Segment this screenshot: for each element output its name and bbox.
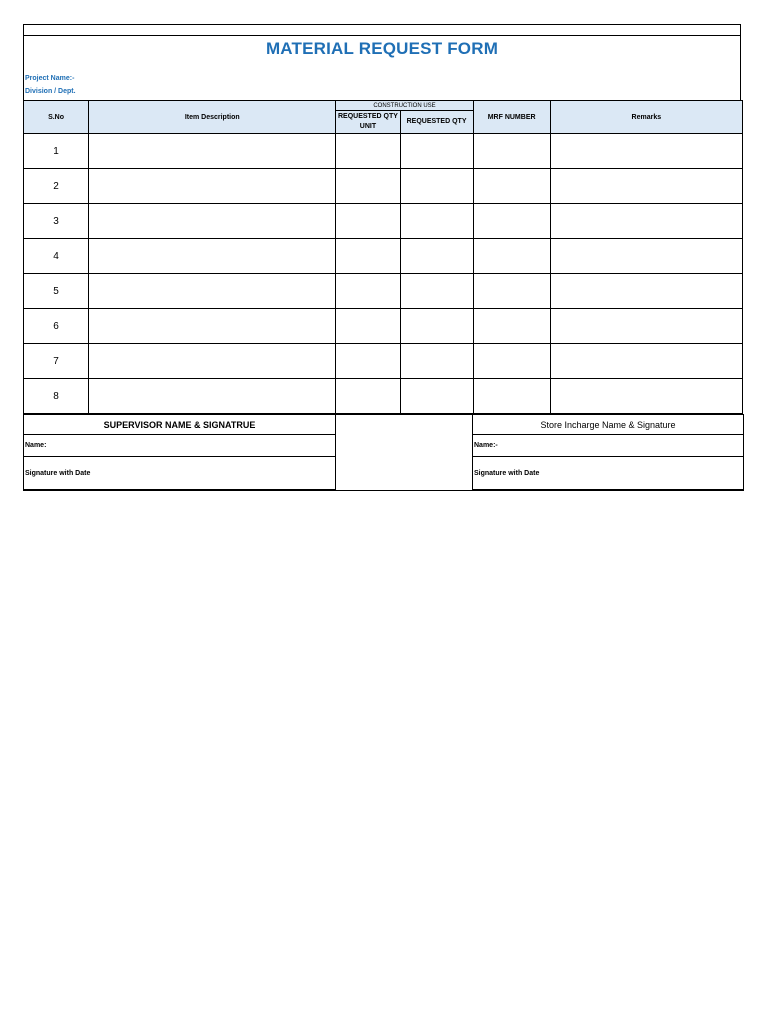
item-description-cell[interactable] [89, 169, 336, 204]
division-label: Division / Dept. [25, 88, 76, 95]
mrf-number-cell[interactable] [473, 239, 550, 274]
form-title: MATERIAL REQUEST FORM [265, 39, 499, 58]
table-row [24, 204, 743, 239]
table-row [24, 274, 743, 309]
table-row [24, 134, 743, 169]
req-qty-cell[interactable] [400, 344, 473, 379]
item-description-cell[interactable] [89, 239, 336, 274]
item-description-cell[interactable] [89, 204, 336, 239]
supervisor-name-label: Name: [25, 442, 47, 449]
item-description-cell[interactable] [89, 344, 336, 379]
row-sno: 5 [24, 274, 89, 309]
item-description-cell[interactable] [89, 134, 336, 169]
row-sno: 1 [24, 134, 89, 169]
col-group-construction-use: CONSTRUCTION USE [336, 101, 473, 111]
row-sno: 6 [24, 309, 89, 344]
remarks-cell[interactable] [550, 344, 742, 379]
req-qty-unit-cell[interactable] [336, 239, 400, 274]
req-qty-cell[interactable] [400, 379, 473, 414]
signature-section [23, 414, 744, 491]
mrf-number-cell[interactable] [473, 379, 550, 414]
mrf-number-cell[interactable] [473, 344, 550, 379]
project-name-label: Project Name:- [25, 75, 75, 82]
signature-center-blank [336, 415, 473, 491]
col-header-mrf: MRF NUMBER [473, 101, 550, 134]
req-qty-cell[interactable] [400, 239, 473, 274]
remarks-cell[interactable] [550, 239, 742, 274]
col-header-req-qty-unit: REQUESTED QTY UNIT [336, 111, 400, 134]
items-table [23, 100, 743, 414]
store-incharge-signature-title: Store Incharge Name & Signature [473, 415, 744, 435]
form-header [23, 35, 741, 100]
row-sno: 7 [24, 344, 89, 379]
req-qty-cell[interactable] [400, 204, 473, 239]
col-header-sno: S.No [24, 101, 89, 134]
req-qty-unit-cell[interactable] [336, 344, 400, 379]
item-description-cell[interactable] [89, 309, 336, 344]
col-header-description: Item Description [89, 101, 336, 134]
remarks-cell[interactable] [550, 379, 742, 414]
store-incharge-name-field[interactable] [473, 435, 744, 457]
req-qty-cell[interactable] [400, 309, 473, 344]
table-row [24, 169, 743, 204]
row-sno: 2 [24, 169, 89, 204]
table-row [24, 309, 743, 344]
mrf-number-cell[interactable] [473, 274, 550, 309]
req-qty-cell[interactable] [400, 169, 473, 204]
req-qty-unit-cell[interactable] [336, 169, 400, 204]
req-qty-unit-cell[interactable] [336, 379, 400, 414]
supervisor-name-field[interactable] [24, 435, 336, 457]
row-sno: 4 [24, 239, 89, 274]
req-qty-unit-cell[interactable] [336, 274, 400, 309]
remarks-cell[interactable] [550, 204, 742, 239]
material-request-form [23, 24, 741, 491]
remarks-cell[interactable] [550, 169, 742, 204]
top-strip [23, 24, 741, 35]
item-description-cell[interactable] [89, 274, 336, 309]
remarks-cell[interactable] [550, 274, 742, 309]
col-header-req-qty: REQUESTED QTY [400, 111, 473, 134]
store-signature-date-field[interactable] [473, 457, 744, 491]
req-qty-unit-cell[interactable] [336, 134, 400, 169]
req-qty-unit-cell[interactable] [336, 309, 400, 344]
item-description-cell[interactable] [89, 379, 336, 414]
supervisor-signature-date-label: Signature with Date [25, 469, 91, 477]
store-signature-date-label: Signature with Date [474, 469, 540, 477]
remarks-cell[interactable] [550, 309, 742, 344]
mrf-number-cell[interactable] [473, 204, 550, 239]
table-row [24, 239, 743, 274]
supervisor-signature-title: SUPERVISOR NAME & SIGNATRUE [24, 415, 336, 435]
remarks-cell[interactable] [550, 134, 742, 169]
row-sno: 8 [24, 379, 89, 414]
store-incharge-name-label: Name:- [474, 442, 498, 449]
mrf-number-cell[interactable] [473, 169, 550, 204]
mrf-number-cell[interactable] [473, 134, 550, 169]
req-qty-cell[interactable] [400, 134, 473, 169]
req-qty-unit-cell[interactable] [336, 204, 400, 239]
req-qty-cell[interactable] [400, 274, 473, 309]
supervisor-signature-date-field[interactable] [24, 457, 336, 491]
col-header-remarks: Remarks [550, 101, 742, 134]
row-sno: 3 [24, 204, 89, 239]
table-row [24, 379, 743, 414]
mrf-number-cell[interactable] [473, 309, 550, 344]
table-row [24, 344, 743, 379]
